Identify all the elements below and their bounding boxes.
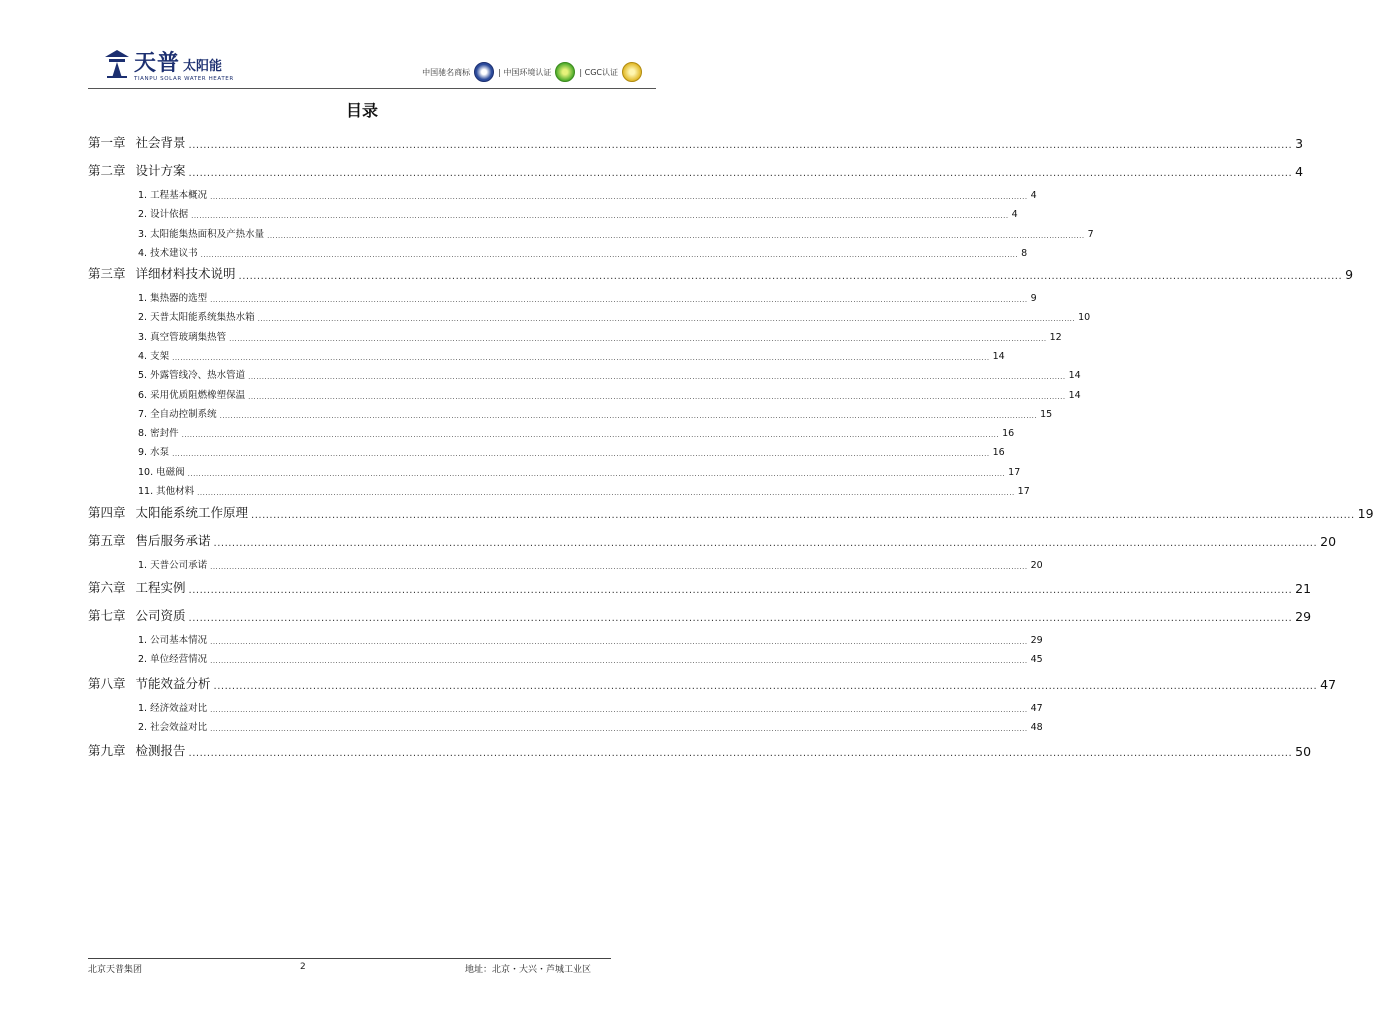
toc-section-title: 3. 真空管玻璃集热管 <box>138 331 227 343</box>
toc-page-number: 17 <box>1008 466 1021 478</box>
toc-page-number: 29 <box>1030 635 1043 646</box>
toc-section-title: 4. 技术建议书 <box>138 247 198 259</box>
toc-page-number: 9 <box>1030 293 1037 304</box>
toc-chapter-title: 详细材料技术说明 <box>135 266 236 281</box>
toc-page-number: 21 <box>1295 581 1312 596</box>
toc-page-number: 47 <box>1320 677 1337 692</box>
toc-section-title: 1. 经济效益对比 <box>138 703 208 714</box>
toc-chapter-row <box>88 675 1337 692</box>
toc-chapter-number: 第三章 <box>88 266 126 281</box>
toc-chapter-number: 第七章 <box>88 608 126 623</box>
toc-leader-dots: ............................................................................................................................................................................................................................................................................................................ <box>210 296 1028 304</box>
toc-section-title: 2. 社会效益对比 <box>138 722 208 734</box>
toc-leader-dots: ............................................................................................................................................................................................................................................................................................................ <box>188 140 1293 151</box>
toc-page-number: 12 <box>1049 331 1062 343</box>
toc-leader-dots: ............................................................................................................................................................................................................................................................................................................ <box>191 212 1009 221</box>
toc-section-row <box>88 720 1043 734</box>
toc-chapter-title: 公司资质 <box>135 608 186 623</box>
toc-section-row <box>88 407 1053 420</box>
toc-section-row <box>88 330 1062 343</box>
footer-address: 地址：北京・大兴・芦城工业区 <box>465 965 592 975</box>
certification-bar <box>422 62 642 82</box>
toc-section-title: 10. 电磁阀 <box>138 466 185 478</box>
header-divider <box>88 88 656 89</box>
toc-section-title: 2. 天普太阳能系统集热水箱 <box>138 312 255 324</box>
toc-section-row <box>88 465 1021 478</box>
toc-page-number: 9 <box>1345 267 1354 282</box>
logo-english-name: TIANPU SOLAR WATER HEATER <box>134 76 234 82</box>
toc-page-number: 17 <box>1017 486 1030 497</box>
toc-section-title: 8. 密封件 <box>138 428 179 440</box>
toc-section-row <box>88 291 1037 304</box>
logo-product-name: 太阳能 <box>183 59 223 74</box>
toc-chapter-number: 第九章 <box>88 743 126 758</box>
toc-page-number: 7 <box>1087 228 1094 240</box>
toc-leader-dots: ............................................................................................................................................................................................................................................................................................................ <box>257 315 1076 324</box>
toc-section-title: 1. 天普公司承诺 <box>138 560 208 571</box>
toc-chapter-row <box>88 742 1312 759</box>
toc-section-row <box>88 310 1091 324</box>
toc-page-number: 14 <box>992 350 1005 362</box>
toc-page-number: 45 <box>1030 654 1043 666</box>
toc-section-row <box>88 426 1015 440</box>
toc-leader-dots: ............................................................................................................................................................................................................................................................................................................ <box>200 250 1019 259</box>
toc-section-row <box>88 652 1043 666</box>
footer-page-number: 2 <box>300 962 306 972</box>
toc-chapter-number: 第六章 <box>88 580 126 595</box>
page-title: 目录 <box>345 101 378 120</box>
toc-leader-dots: ............................................................................................................................................................................................................................................................................................................ <box>188 748 1293 759</box>
toc-section-title: 1. 集热器的选型 <box>138 293 208 304</box>
toc-chapter-title: 节能效益分析 <box>135 676 211 691</box>
toc-leader-dots: ............................................................................................................................................................................................................................................................................................................ <box>210 706 1028 714</box>
toc-page-number: 4 <box>1011 209 1018 221</box>
logo-mark-icon <box>104 49 130 79</box>
footer-company: 北京天普集团 <box>88 965 143 975</box>
toc-chapter-title: 社会背景 <box>135 135 186 150</box>
toc-leader-dots: ............................................................................................................................................................................................................................................................................................................ <box>197 489 1015 497</box>
toc-chapter-row <box>88 504 1374 521</box>
toc-page-number: 50 <box>1295 744 1312 759</box>
toc-section-row <box>88 388 1081 401</box>
toc-section-title: 6. 采用优质阻燃橡塑保温 <box>138 389 246 401</box>
toc-leader-dots: ............................................................................................................................................................................................................................................................................................................ <box>187 469 1006 478</box>
toc-chapter-row <box>88 162 1304 179</box>
toc-section-row <box>88 558 1043 571</box>
cgc-seal-icon <box>622 62 642 82</box>
toc-leader-dots: ............................................................................................................................................................................................................................................................................................................ <box>210 193 1028 201</box>
trademark-seal-icon <box>474 62 494 82</box>
toc-leader-dots: ............................................................................................................................................................................................................................................................................................................ <box>210 657 1028 666</box>
toc-page-number: 4 <box>1030 190 1037 201</box>
toc-page-number: 48 <box>1030 722 1043 734</box>
toc-page-number: 8 <box>1021 247 1028 259</box>
toc-page-number: 10 <box>1078 312 1091 324</box>
toc-leader-dots: ............................................................................................................................................................................................................................................................................................................ <box>219 411 1038 420</box>
toc-page-number: 20 <box>1030 560 1043 571</box>
cert-label-trademark: 中国驰名商标 <box>422 67 471 77</box>
toc-section-row <box>88 484 1030 497</box>
toc-section-title: 1. 工程基本概况 <box>138 190 208 201</box>
toc-chapter-title: 太阳能系统工作原理 <box>135 505 249 520</box>
toc-chapter-row <box>88 532 1337 549</box>
toc-page-number: 4 <box>1295 164 1304 179</box>
toc-page-number: 20 <box>1320 534 1337 549</box>
toc-leader-dots: ............................................................................................................................................................................................................................................................................................................ <box>238 271 1343 282</box>
toc-leader-dots: ............................................................................................................................................................................................................................................................................................................ <box>248 392 1066 401</box>
toc-leader-dots: ............................................................................................................................................................................................................................................................................................................ <box>172 353 990 362</box>
toc-page-number: 3 <box>1295 136 1304 151</box>
toc-leader-dots: ............................................................................................................................................................................................................................................................................................................ <box>188 585 1293 596</box>
toc-leader-dots: ............................................................................................................................................................................................................................................................................................................ <box>251 510 1355 521</box>
toc-leader-dots: ............................................................................................................................................................................................................................................................................................................ <box>210 638 1028 646</box>
toc-section-row <box>88 633 1043 646</box>
toc-page-number: 29 <box>1295 609 1312 624</box>
toc-section-row <box>88 207 1018 221</box>
toc-section-title: 1. 公司基本情况 <box>138 635 208 646</box>
toc-leader-dots: ............................................................................................................................................................................................................................................................................................................ <box>213 538 1318 549</box>
toc-leader-dots: ............................................................................................................................................................................................................................................................................................................ <box>248 373 1066 382</box>
toc-section-row <box>88 445 1005 459</box>
toc-chapter-number: 第五章 <box>88 533 126 548</box>
toc-chapter-title: 检测报告 <box>135 743 186 758</box>
toc-leader-dots: ............................................................................................................................................................................................................................................................................................................ <box>229 334 1047 343</box>
cert-label-environment: | 中国环境认证 <box>498 67 552 77</box>
toc-chapter-title: 工程实例 <box>135 580 186 595</box>
toc-section-row <box>88 246 1028 259</box>
toc-page-number: 16 <box>1002 428 1015 440</box>
toc-leader-dots: ............................................................................................................................................................................................................................................................................................................ <box>172 450 990 459</box>
toc-chapter-row <box>88 265 1354 282</box>
page-header <box>0 0 724 90</box>
toc-chapter-title: 售后服务承诺 <box>135 533 211 548</box>
toc-section-title: 11. 其他材料 <box>138 486 195 497</box>
toc-section-title: 7. 全自动控制系统 <box>138 408 217 420</box>
toc-leader-dots: ............................................................................................................................................................................................................................................................................................................ <box>210 563 1028 571</box>
toc-leader-dots: ............................................................................................................................................................................................................................................................................................................ <box>267 231 1085 240</box>
toc-page-number: 14 <box>1068 370 1081 382</box>
toc-section-row <box>88 188 1037 201</box>
toc-chapter-title: 设计方案 <box>135 163 186 178</box>
toc-section-title: 5. 外露管线冷、热水管道 <box>138 370 246 382</box>
toc-chapter-row <box>88 607 1312 624</box>
toc-chapter-row <box>88 134 1304 151</box>
toc-leader-dots: ............................................................................................................................................................................................................................................................................................................ <box>188 168 1293 179</box>
toc-page-number: 19 <box>1357 506 1374 521</box>
logo-brand-name: 天普 <box>134 51 181 76</box>
toc-page-number: 47 <box>1030 703 1043 714</box>
environment-seal-icon <box>555 62 575 82</box>
toc-section-title: 3. 太阳能集热面积及产热水量 <box>138 228 265 240</box>
toc-section-title: 4. 支架 <box>138 350 170 362</box>
toc-leader-dots: ............................................................................................................................................................................................................................................................................................................ <box>181 431 1000 440</box>
toc-chapter-number: 第八章 <box>88 676 126 691</box>
toc-leader-dots: ............................................................................................................................................................................................................................................................................................................ <box>188 613 1293 624</box>
toc-section-title: 9. 水泵 <box>138 447 170 459</box>
toc-section-row <box>88 368 1081 382</box>
toc-page-number: 14 <box>1068 389 1081 401</box>
tianpu-logo <box>104 46 234 82</box>
footer-divider <box>88 958 611 959</box>
toc-section-row <box>88 227 1094 240</box>
toc-section-row <box>88 701 1043 714</box>
toc-section-row <box>88 349 1005 362</box>
cert-label-cgc: | CGC认证 <box>579 67 618 77</box>
toc-chapter-row <box>88 579 1312 596</box>
toc-chapter-number: 第二章 <box>88 163 126 178</box>
toc-page-number: 15 <box>1040 408 1053 420</box>
toc-page-number: 16 <box>992 447 1005 459</box>
toc-leader-dots: ............................................................................................................................................................................................................................................................................................................ <box>210 725 1028 734</box>
toc-chapter-number: 第一章 <box>88 135 126 150</box>
toc-chapter-number: 第四章 <box>88 505 126 520</box>
toc-section-title: 2. 单位经营情况 <box>138 654 208 666</box>
toc-section-title: 2. 设计依据 <box>138 209 189 221</box>
toc-leader-dots: ............................................................................................................................................................................................................................................................................................................ <box>213 681 1318 692</box>
